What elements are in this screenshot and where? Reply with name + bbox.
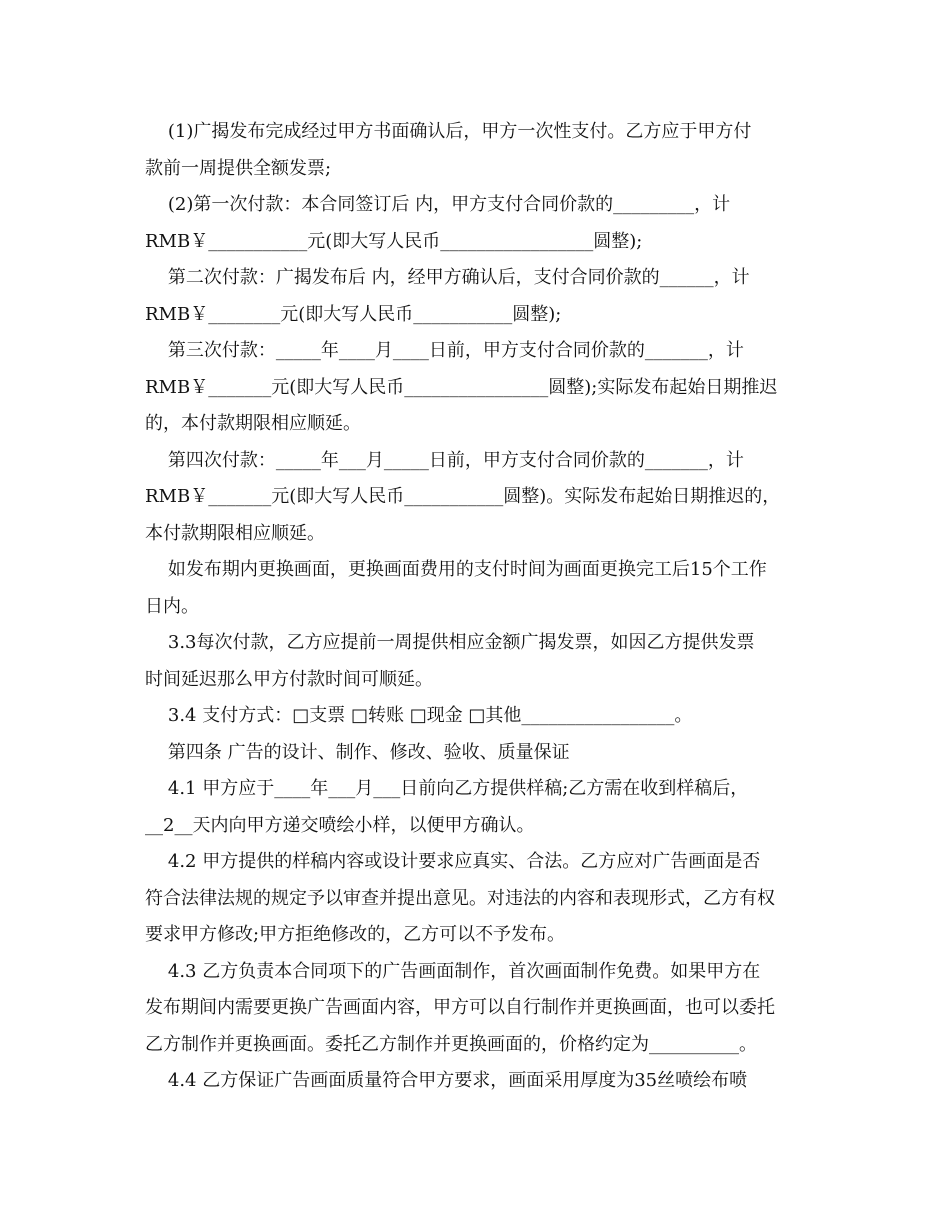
text-line: RMB￥___________元(即大写人民币_________________圆整); [145, 230, 643, 252]
text-line: (1)广揭发布完成经过甲方书面确认后，甲方一次性支付。乙方应于甲方付 [145, 121, 752, 142]
text-line: RMB￥_______元(即大写人民币________________圆整);实际发布起始日期推迟 [145, 376, 778, 398]
section-heading: 第四条 广告的设计、制作、修改、验收、质量保证 [145, 741, 570, 763]
text-line: 符合法律法规的规定予以审查并提出意见。对违法的内容和表现形式，乙方有权 [145, 887, 775, 909]
text-line: 的，本付款期限相应顺延。 [145, 413, 361, 434]
text-line: 4.3 乙方负责本合同项下的广告画面制作，首次画面制作免费。如果甲方在 [145, 960, 761, 982]
text-line: 如发布期内更换画面，更换画面费用的支付时间为画面更换完工后15个工作 [145, 559, 767, 580]
text-line: 第三次付款：_____年____月____日前，甲方支付合同价款的_______，计 [145, 340, 744, 361]
text-line: 日内。 [145, 595, 199, 617]
text-line: 要求甲方修改;甲方拒绝修改的，乙方可以不予发布。 [145, 924, 566, 945]
text-line: 4.4 乙方保证广告画面质量符合甲方要求，画面采用厚度为35丝喷绘布喷 [145, 1070, 748, 1091]
text-line: __2__天内向甲方递交喷绘小样，以便甲方确认。 [145, 814, 535, 836]
text-line: RMB￥_______元(即大写人民币___________圆整)。实际发布起始日期推迟的， [145, 486, 781, 507]
text-line: RMB￥________元(即大写人民币___________圆整); [145, 303, 562, 325]
text-line: 发布期间内需要更换广告画面内容，甲方可以自行制作并更换画面，也可以委托 [145, 997, 775, 1018]
text-line: (2)第一次付款：本合同签订后 内，甲方支付合同价款的_________，计 [145, 194, 731, 215]
text-line: 3.3每次付款，乙方应提前一周提供相应金额广揭发票，如因乙方提供发票 [145, 632, 755, 653]
text-line: 第二次付款：广揭发布后 内，经甲方确认后，支付合同价款的______，计 [145, 267, 750, 288]
document-page [145, 114, 810, 1100]
text-line: 款前一周提供全额发票; [145, 157, 332, 179]
text-line: 第四次付款：_____年___月_____日前，甲方支付合同价款的_______，计 [145, 449, 744, 471]
text-line: 时间延迟那么甲方付款时间可顺延。 [145, 668, 433, 690]
text-line: 4.1 甲方应于____年___月___日前向乙方提供样稿;乙方需在收到样稿后， [145, 778, 749, 799]
text-line: 4.2 甲方提供的样稿内容或设计要求应真实、合法。乙方应对广告画面是否 [145, 851, 761, 872]
text-line: 3.4 支付方式：□支票 □转账 □现金 □其他_________________。 [145, 705, 693, 726]
text-line: 乙方制作并更换画面。委托乙方制作并更换画面的，价格约定为__________。 [145, 1033, 757, 1055]
text-line: 本付款期限相应顺延。 [145, 522, 325, 544]
